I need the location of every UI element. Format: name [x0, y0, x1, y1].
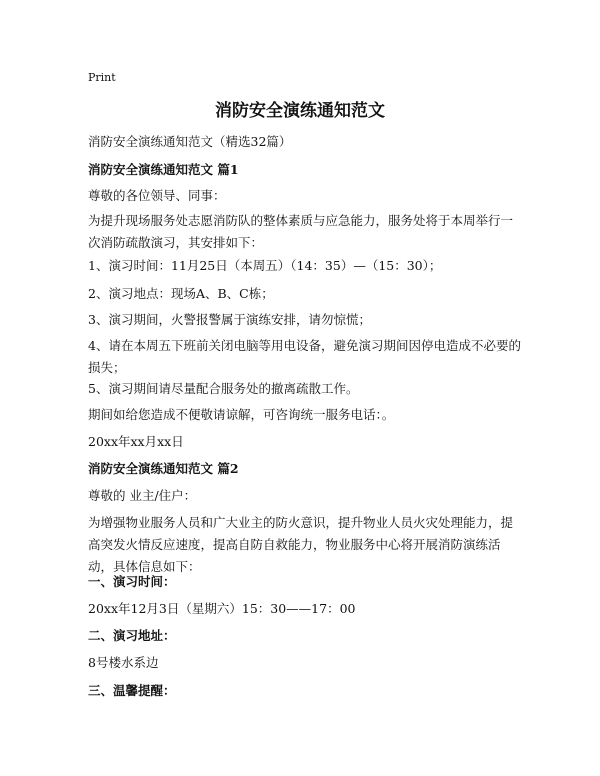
- section1-item-4: 4、请在本周五下班前关闭电脑等用电设备，避免演习期间因停电造成不必要的 损失；: [88, 338, 521, 375]
- section2-time-value: 20xx年12月3日（星期六）15：30——17：00: [88, 601, 356, 616]
- section2-place-heading: 二、演习地址：: [88, 628, 176, 643]
- section1-intro: 为提升现场服务处志愿消防队的整体素质与应急能力，服务处将于本周举行一次消防疏散演习，其安排如下：: [88, 213, 514, 250]
- section2-heading: 消防安全演练通知范文 篇2: [88, 461, 239, 476]
- section2-greeting: 尊敬的 业主/住户：: [88, 488, 197, 503]
- section1-heading: 消防安全演练通知范文 篇1: [88, 162, 239, 177]
- section2-reminder-heading: 三、温馨提醒：: [88, 683, 176, 698]
- section1-greeting: 尊敬的各位领导、同事：: [88, 188, 226, 203]
- section1-item-3: 3、演习期间，火警报警属于演练安排，请勿惊慌；: [88, 312, 371, 327]
- section1-item-1: 1、演习时间：11月25日（本周五）（14：35）—（15：30）；: [88, 258, 442, 273]
- section2-intro: 为增强物业服务人员和广大业主的防火意识，提升物业人员火灾处理能力，提高突发火情反应速度，提高自防自救能力，物业服务中心将开展消防演练活动，具体信息如下：: [88, 515, 514, 574]
- section1-item-2: 2、演习地点：现场A、B、C栋；: [88, 286, 274, 301]
- section1-closing: 期间如给您造成不便敬请谅解，可咨询统一服务电话：。: [88, 407, 395, 422]
- document-subtitle: 消防安全演练通知范文（精选32篇）: [88, 134, 292, 149]
- section2-place-value: 8号楼水系边: [88, 655, 159, 670]
- document-title: 消防安全演练通知范文: [215, 101, 385, 121]
- section1-item-5: 5、演习期间请尽量配合服务处的撤离疏散工作。: [88, 381, 359, 396]
- section1-date: 20xx年xx月xx日: [88, 434, 184, 449]
- print-link[interactable]: Print: [88, 71, 116, 84]
- section2-time-heading: 一、演习时间：: [88, 574, 176, 589]
